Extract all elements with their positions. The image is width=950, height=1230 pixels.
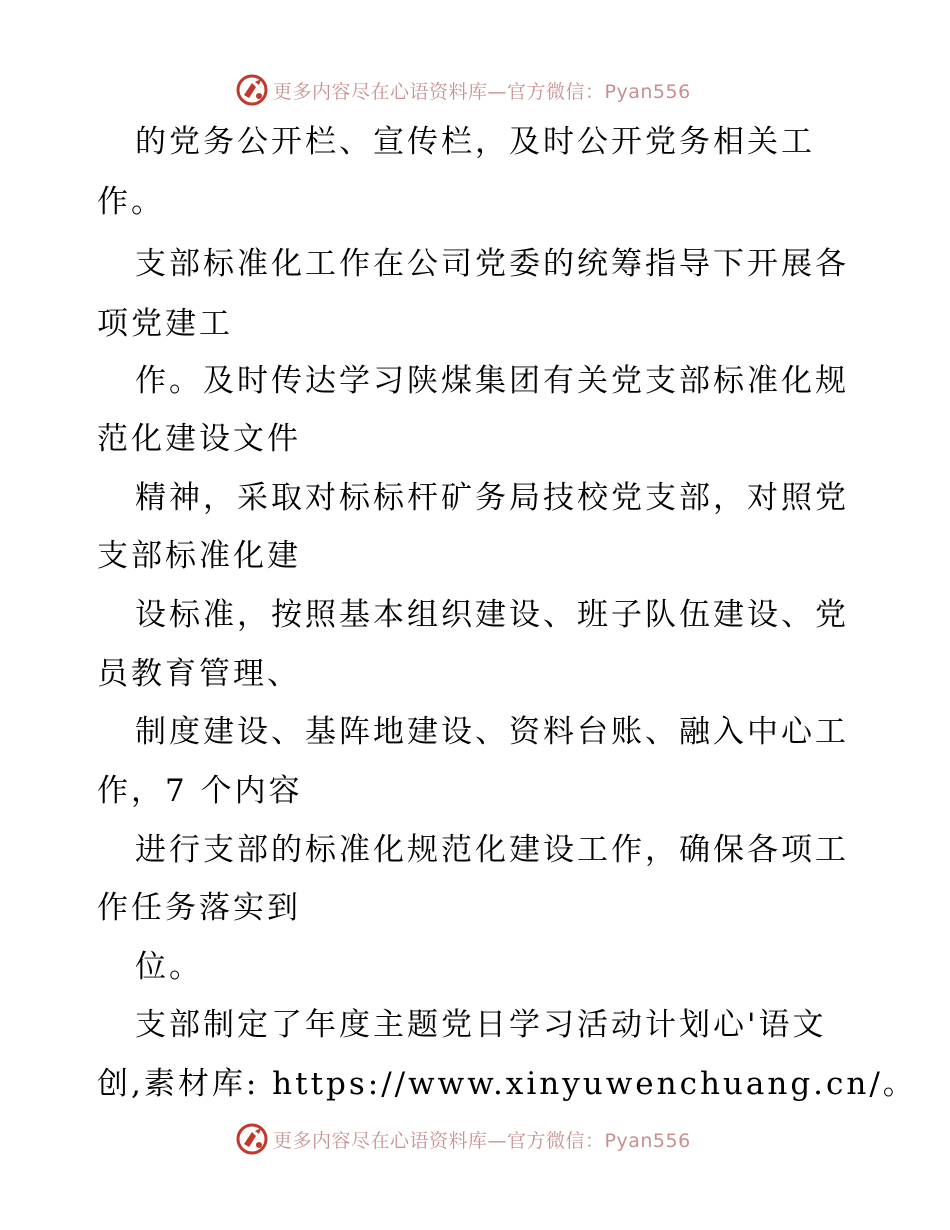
text-line: 支部制定了年度主题党日学习活动计划心'语文 xyxy=(135,1007,827,1043)
seal-logo-icon xyxy=(235,1122,269,1156)
text-line: 支部标准化工作在公司党委的统筹指导下开展各 xyxy=(135,246,849,282)
text-line: 支部标准化建 xyxy=(97,538,301,574)
text-line: 作。及时传达学习陕煤集团有关党支部标准化规 xyxy=(135,363,849,399)
seal-logo-icon xyxy=(235,73,269,107)
watermark-text: 更多内容尽在心语资料库—官方微信：Pyan556 xyxy=(273,80,691,103)
text-line: 创,素材库: https://www.xinyuwenchuang.cn/。 xyxy=(97,1066,917,1102)
text-line: 作任务落实到 xyxy=(97,890,301,926)
text-line: 进行支部的标准化规范化建设工作，确保各项工 xyxy=(135,832,849,868)
text-line: 设标准，按照基本组织建设、班子队伍建设、党 xyxy=(135,597,849,633)
text-line: 范化建设文件 xyxy=(97,421,301,457)
text-line: 员教育管理、 xyxy=(97,656,301,692)
watermark-text: 更多内容尽在心语资料库—官方微信：Pyan556 xyxy=(273,1129,691,1152)
text-line: 位。 xyxy=(135,949,203,985)
text-line: 项党建工 xyxy=(97,306,233,342)
text-line: 精神，采取对标标杆矿务局技校党支部，对照党 xyxy=(135,480,849,516)
text-line: 作，7 个内容 xyxy=(97,773,303,809)
text-line: 作。 xyxy=(97,184,165,220)
text-line: 制度建设、基阵地建设、资料台账、融入中心工 xyxy=(135,714,849,750)
text-line: 的党务公开栏、宣传栏，及时公开党务相关工 xyxy=(135,124,815,160)
header-watermark xyxy=(235,73,691,107)
footer-watermark xyxy=(235,1122,691,1156)
